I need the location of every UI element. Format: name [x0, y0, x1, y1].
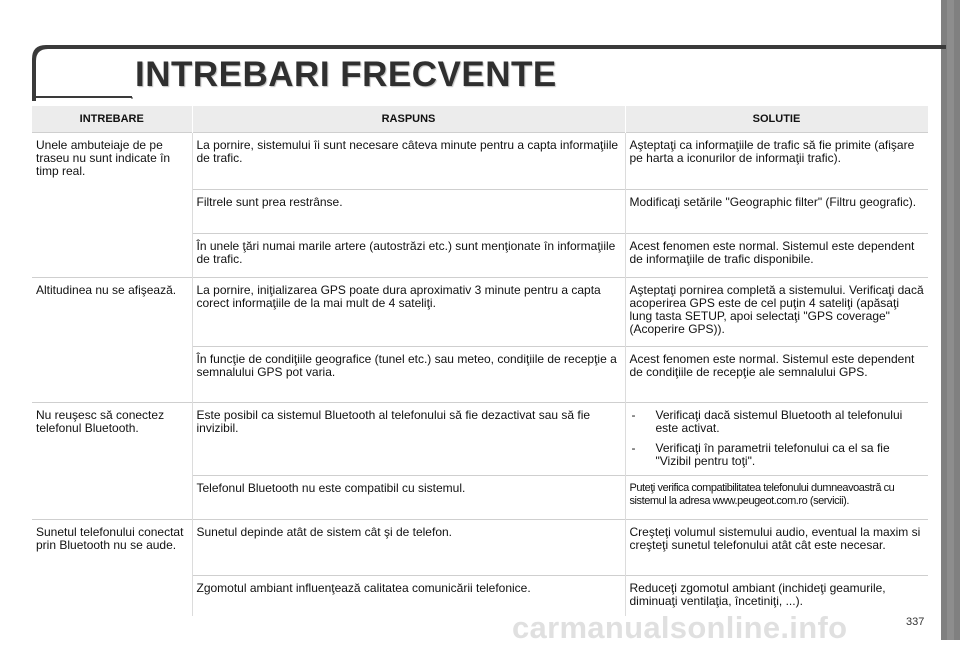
- answer-cell: În unele ţări numai marile artere (autostrăzi etc.) sunt menţionate în informaţiile de trafic.: [192, 234, 625, 278]
- table-row: [32, 278, 928, 347]
- header-solutie: SOLUTIE: [625, 106, 928, 133]
- answer-cell: Este posibil ca sistemul Bluetooth al telefonului să fie dezactivat sau să fie invizibil.: [192, 403, 625, 476]
- faq-table: [32, 106, 929, 616]
- question-cell: Nu reuşesc să conectez telefonul Bluetooth.: [32, 403, 192, 476]
- question-cell: [32, 190, 192, 234]
- table-row: [32, 347, 928, 403]
- header-intrebare: INTREBARE: [32, 106, 192, 133]
- table-row: [32, 190, 928, 234]
- answer-cell: La pornire, iniţializarea GPS poate dura aproximativ 3 minute pentru a capta corect informaţiile de la mai mult de 4 sateliţi.: [192, 278, 625, 347]
- solution-cell: Creşteţi volumul sistemului audio, eventual la maxim si creşteţi sunetul telefonului atât cât este necesar.: [625, 520, 928, 576]
- answer-cell: Filtrele sunt prea restrânse.: [192, 190, 625, 234]
- title-band: [32, 45, 946, 101]
- answer-cell: Telefonul Bluetooth nu este compatibil cu sistemul.: [192, 476, 625, 520]
- table-row: [32, 234, 928, 278]
- bullet-text: Verificaţi în parametrii telefonului ca el sa fie "Vizibil pentru toţi".: [655, 441, 890, 468]
- page-number: 337: [906, 616, 925, 628]
- bullet-text: Verificaţi dacă sistemul Bluetooth al telefonului este activat.: [655, 408, 903, 435]
- solution-cell: Aşteptaţi ca informaţiile de trafic să fie primite (afişare pe harta a iconurilor de informaţii trafic).: [625, 133, 928, 190]
- answer-cell: Sunetul depinde atât de sistem cât şi de telefon.: [192, 520, 625, 576]
- table-row: [32, 133, 928, 190]
- answer-cell: La pornire, sistemului îi sunt necesare câteva minute pentru a capta informaţiile de trafic.: [192, 133, 625, 190]
- question-cell: [32, 347, 192, 403]
- bullet-dash: -: [631, 441, 636, 455]
- bullet-dash: -: [631, 408, 636, 422]
- solution-cell: Modificaţi setările "Geographic filter" (Filtru geografic).: [625, 190, 928, 234]
- answer-cell: În funcţie de condiţiile geografice (tunel etc.) sau meteo, condiţiile de recepţie a semnalului GPS pot varia.: [192, 347, 625, 403]
- page-title: INTREBARI FRECVENTE: [135, 55, 557, 94]
- answer-cell: Zgomotul ambiant influenţează calitatea comunicării telefonice.: [192, 576, 625, 616]
- solution-cell: Puteţi verifica compatibilitatea telefonului dumneavoastră cu sistemul la adresa www.peugeot.com.ro (servicii).: [625, 476, 928, 520]
- solution-cell: Acest fenomen este normal. Sistemul este dependent de informaţiile de trafic disponibile.: [625, 234, 928, 278]
- header-raspuns: RASPUNS: [192, 106, 625, 133]
- table-header-row: [32, 106, 928, 133]
- table-row: [32, 520, 928, 576]
- table-row: [32, 476, 928, 520]
- watermark: carmanualsonline.info: [512, 610, 848, 645]
- solution-bullet: [630, 409, 925, 435]
- solution-cell: [625, 403, 928, 476]
- solution-cell: Acest fenomen este normal. Sistemul este dependent de condiţiile de recepţie ale semnalului GPS.: [625, 347, 928, 403]
- question-cell: [32, 576, 192, 616]
- page-edge-notch: [947, 0, 954, 640]
- solution-cell: Aşteptaţi pornirea completă a sistemului. Verificaţi dacă acoperirea GPS este de cel puţin 4 sateliţi (apăsaţi lung tasta SETUP, apoi selectaţi "GPS coverage" (Acoperire GPS)).: [625, 278, 928, 347]
- table-row: [32, 403, 928, 476]
- question-cell: Unele ambuteiaje de pe traseu nu sunt indicate în timp real.: [32, 133, 192, 190]
- question-cell: [32, 234, 192, 278]
- solution-cell: Reduceţi zgomotul ambiant (inchideţi geamurile, diminuaţi ventilaţia, încetiniţi, ...).: [625, 576, 928, 616]
- question-cell: Altitudinea nu se afişează.: [32, 278, 192, 347]
- solution-bullet: [630, 442, 925, 468]
- question-cell: [32, 476, 192, 520]
- question-cell: Sunetul telefonului conectat prin Bluetooth nu se aude.: [32, 520, 192, 576]
